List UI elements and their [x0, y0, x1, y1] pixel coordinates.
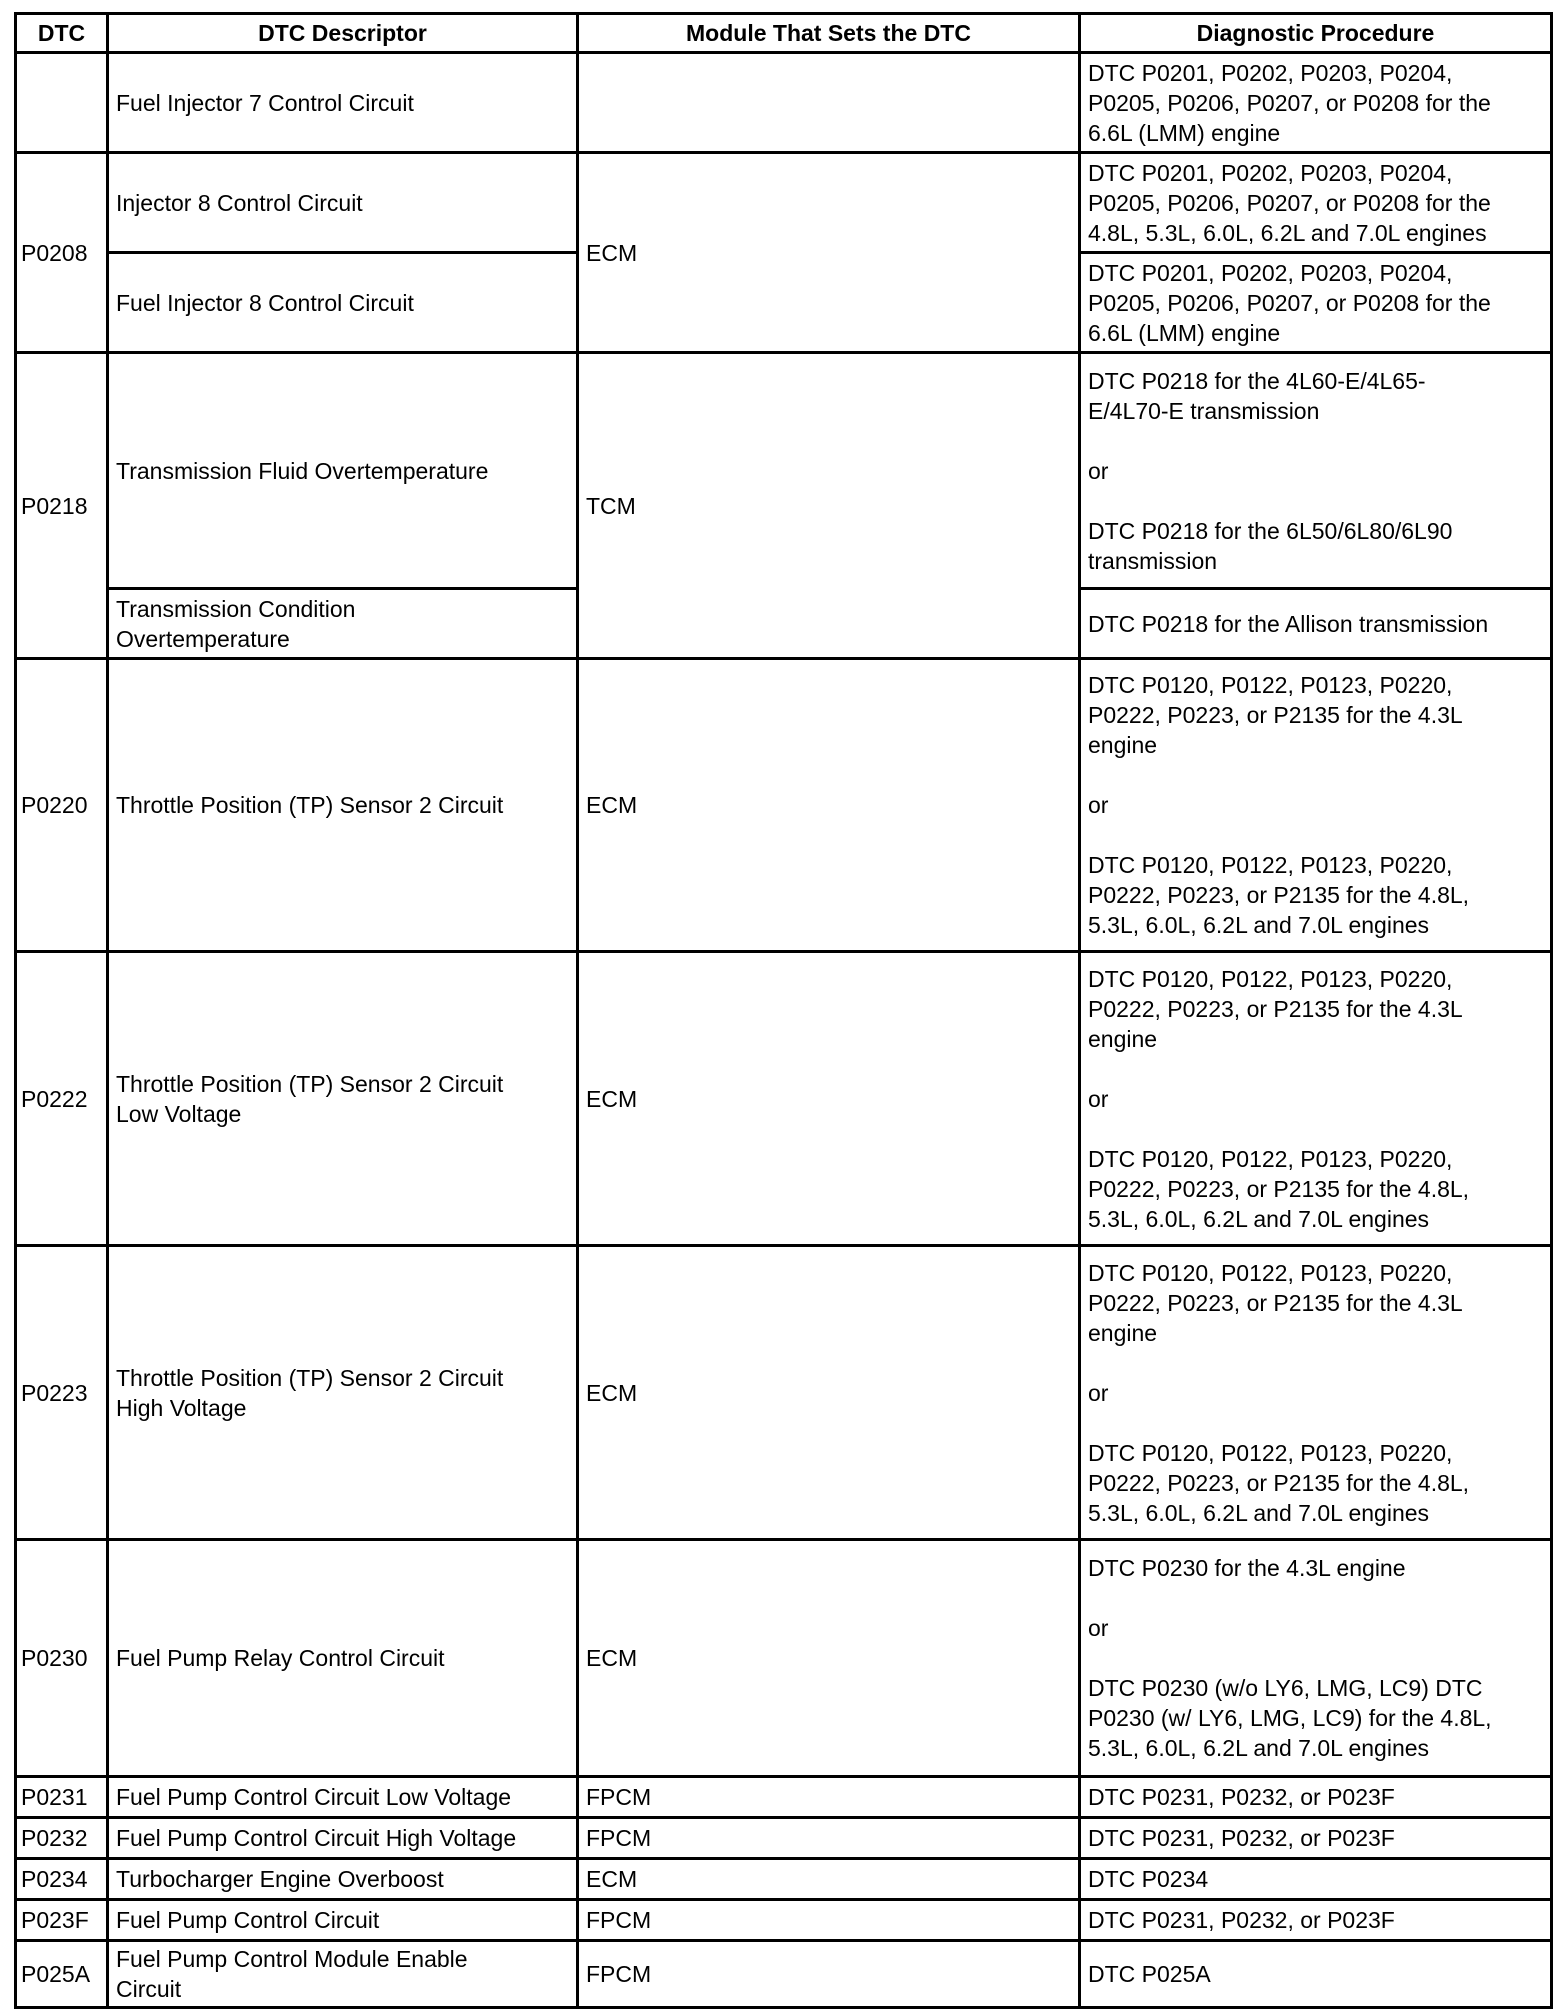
descriptor-line: Throttle Position (TP) Sensor 2 Circuit: [116, 792, 504, 818]
procedure-line: transmission: [1088, 547, 1218, 574]
procedure-line: P0222, P0223, or P2135 for the 4.8L,: [1088, 1469, 1470, 1496]
dtc-code-cell: P0231: [16, 1777, 108, 1818]
procedure-line: P0222, P0223, or P2135 for the 4.3L: [1088, 702, 1463, 728]
procedure-line: 5.3L, 6.0L, 6.2L and 7.0L engines: [1088, 1499, 1430, 1526]
procedure-line: or: [1088, 1615, 1109, 1641]
procedure-line: 5.3L, 6.0L, 6.2L and 7.0L engines: [1088, 1205, 1430, 1232]
procedure-line: or: [1088, 792, 1109, 818]
descriptor-line: High Voltage: [116, 1394, 247, 1421]
diagnostic-procedure-cell: [1080, 1246, 1552, 1540]
descriptor-line: Fuel Injector 7 Control Circuit: [116, 89, 414, 116]
diagnostic-procedure-cell: [1080, 1540, 1552, 1777]
dtc-code-cell: P0232: [16, 1818, 108, 1859]
table-row: [16, 1941, 1552, 2008]
procedure-line: DTC P0231, P0232, or P023F: [1088, 1907, 1395, 1933]
procedure-line: or: [1088, 1379, 1109, 1406]
dtc-descriptor-cell: [108, 253, 578, 353]
module-cell: FPCM: [578, 1777, 1080, 1818]
table-row: [16, 1900, 1552, 1941]
module-cell: FPCM: [578, 1818, 1080, 1859]
descriptor-line: Fuel Pump Relay Control Circuit: [116, 1645, 445, 1671]
descriptor-line: Turbocharger Engine Overboost: [116, 1866, 444, 1892]
dtc-code-cell: P0222: [16, 952, 108, 1246]
module-cell: ECM: [578, 659, 1080, 952]
procedure-line: P0230 (w/ LY6, LMG, LC9) for the 4.8L,: [1088, 1705, 1492, 1731]
dtc-code-cell: P025A: [16, 1941, 108, 2008]
procedure-spacer: [1088, 1348, 1543, 1378]
dtc-descriptor-cell: [108, 1818, 578, 1859]
descriptor-line: Throttle Position (TP) Sensor 2 Circuit: [116, 1364, 504, 1391]
dtc-descriptor-cell: [108, 153, 578, 253]
dtc-code-cell: P0223: [16, 1246, 108, 1540]
module-cell: ECM: [578, 1540, 1080, 1777]
module-cell: ECM: [578, 952, 1080, 1246]
procedure-line: E/4L70-E transmission: [1088, 397, 1320, 424]
table-row: [16, 1818, 1552, 1859]
diagnostic-procedure-cell: [1080, 1777, 1552, 1818]
procedure-line: 6.6L (LMM) engine: [1088, 319, 1281, 346]
dtc-code-cell: P0230: [16, 1540, 108, 1777]
procedure-line: DTC P0230 (w/o LY6, LMG, LC9) DTC: [1088, 1675, 1483, 1701]
procedure-line: DTC P0120, P0122, P0123, P0220,: [1088, 1439, 1453, 1466]
dtc-descriptor-cell: [108, 353, 578, 589]
dtc-descriptor-cell: [108, 1859, 578, 1900]
procedure-line: 6.6L (LMM) engine: [1088, 119, 1281, 146]
procedure-spacer: [1088, 1583, 1543, 1613]
descriptor-line: Fuel Pump Control Circuit Low Voltage: [116, 1784, 512, 1810]
procedure-line: 4.8L, 5.3L, 6.0L, 6.2L and 7.0L engines: [1088, 219, 1487, 246]
procedure-line: P0222, P0223, or P2135 for the 4.3L: [1088, 1289, 1463, 1316]
table-row: [16, 353, 1552, 589]
dtc-table: [14, 12, 1553, 2009]
descriptor-line: Fuel Pump Control Circuit: [116, 1907, 380, 1933]
procedure-line: DTC P0120, P0122, P0123, P0220,: [1088, 965, 1453, 992]
dtc-code-cell: P0208: [16, 153, 108, 353]
procedure-line: DTC P0218 for the Allison transmission: [1088, 610, 1489, 637]
descriptor-line: Low Voltage: [116, 1100, 242, 1127]
dtc-code-cell: P0220: [16, 659, 108, 952]
table-row: [16, 1777, 1552, 1818]
descriptor-line: Fuel Pump Control Circuit High Voltage: [116, 1825, 517, 1851]
dtc-table-container: [14, 12, 1553, 2009]
diagnostic-procedure-cell: [1080, 659, 1552, 952]
diagnostic-procedure-cell: [1080, 1900, 1552, 1941]
procedure-line: DTC P0231, P0232, or P023F: [1088, 1784, 1395, 1810]
diagnostic-procedure-cell: [1080, 952, 1552, 1246]
dtc-code-cell: [16, 53, 108, 153]
descriptor-line: Transmission Condition: [116, 595, 356, 622]
dtc-descriptor-cell: [108, 589, 578, 659]
dtc-code-cell: P0218: [16, 353, 108, 659]
module-cell: FPCM: [578, 1941, 1080, 2008]
table-row: [16, 1246, 1552, 1540]
dtc-code-cell: P0234: [16, 1859, 108, 1900]
procedure-line: or: [1088, 1085, 1109, 1112]
module-cell: ECM: [578, 1246, 1080, 1540]
procedure-spacer: [1088, 1643, 1543, 1673]
procedure-spacer: [1088, 486, 1543, 516]
procedure-spacer: [1088, 760, 1543, 790]
procedure-line: DTC P0120, P0122, P0123, P0220,: [1088, 852, 1453, 878]
diagnostic-procedure-cell: [1080, 1818, 1552, 1859]
procedure-spacer: [1088, 426, 1543, 456]
dtc-descriptor-cell: [108, 659, 578, 952]
descriptor-line: Circuit: [116, 1976, 182, 2002]
dtc-descriptor-cell: [108, 1540, 578, 1777]
procedure-line: DTC P0231, P0232, or P023F: [1088, 1825, 1395, 1851]
descriptor-line: Fuel Pump Control Module Enable: [116, 1946, 468, 1972]
procedure-line: P0222, P0223, or P2135 for the 4.3L: [1088, 995, 1463, 1022]
procedure-line: DTC P0201, P0202, P0203, P0204,: [1088, 259, 1453, 286]
table-row: [16, 659, 1552, 952]
module-cell: FPCM: [578, 1900, 1080, 1941]
descriptor-line: Transmission Fluid Overtemperature: [116, 457, 489, 484]
procedure-line: P0205, P0206, P0207, or P0208 for the: [1088, 289, 1491, 316]
dtc-descriptor-cell: [108, 1246, 578, 1540]
diagnostic-procedure-cell: [1080, 253, 1552, 353]
diagnostic-procedure-cell: [1080, 589, 1552, 659]
procedure-line: P0222, P0223, or P2135 for the 4.8L,: [1088, 882, 1470, 908]
module-cell: ECM: [578, 1859, 1080, 1900]
procedure-line: 5.3L, 6.0L, 6.2L and 7.0L engines: [1088, 1735, 1430, 1761]
header-module: Module That Sets the DTC: [578, 14, 1080, 53]
dtc-code-cell: P023F: [16, 1900, 108, 1941]
procedure-line: 5.3L, 6.0L, 6.2L and 7.0L engines: [1088, 912, 1430, 938]
procedure-spacer: [1088, 1408, 1543, 1438]
header-procedure: Diagnostic Procedure: [1080, 14, 1552, 53]
dtc-descriptor-cell: [108, 53, 578, 153]
procedure-line: P0205, P0206, P0207, or P0208 for the: [1088, 89, 1491, 116]
module-cell: [578, 53, 1080, 153]
header-dtc: DTC: [16, 14, 108, 53]
procedure-line: P0205, P0206, P0207, or P0208 for the: [1088, 189, 1491, 216]
procedure-spacer: [1088, 820, 1543, 850]
diagnostic-procedure-cell: [1080, 153, 1552, 253]
table-row: [16, 53, 1552, 153]
dtc-descriptor-cell: [108, 1777, 578, 1818]
procedure-line: engine: [1088, 1025, 1158, 1052]
procedure-line: DTC P0230 for the 4.3L engine: [1088, 1555, 1406, 1581]
diagnostic-procedure-cell: [1080, 1859, 1552, 1900]
descriptor-line: Injector 8 Control Circuit: [116, 189, 363, 216]
procedure-line: P0222, P0223, or P2135 for the 4.8L,: [1088, 1175, 1470, 1202]
table-row: [16, 952, 1552, 1246]
dtc-descriptor-cell: [108, 1941, 578, 2008]
table-row: [16, 1859, 1552, 1900]
dtc-descriptor-cell: [108, 952, 578, 1246]
procedure-line: DTC P0218 for the 6L50/6L80/6L90: [1088, 517, 1453, 544]
descriptor-line: Fuel Injector 8 Control Circuit: [116, 289, 414, 316]
procedure-line: DTC P0201, P0202, P0203, P0204,: [1088, 159, 1453, 186]
diagnostic-procedure-cell: [1080, 53, 1552, 153]
procedure-line: DTC P0201, P0202, P0203, P0204,: [1088, 59, 1453, 86]
procedure-line: engine: [1088, 1319, 1158, 1346]
procedure-line: DTC P0120, P0122, P0123, P0220,: [1088, 1145, 1453, 1172]
procedure-line: DTC P0234: [1088, 1866, 1209, 1892]
procedure-spacer: [1088, 1114, 1543, 1144]
procedure-line: DTC P0120, P0122, P0123, P0220,: [1088, 1259, 1453, 1286]
table-row: [16, 153, 1552, 253]
procedure-line: DTC P0120, P0122, P0123, P0220,: [1088, 672, 1453, 698]
table-row: [16, 1540, 1552, 1777]
header-descriptor: DTC Descriptor: [108, 14, 578, 53]
procedure-line: DTC P025A: [1088, 1961, 1211, 1987]
diagnostic-procedure-cell: [1080, 1941, 1552, 2008]
procedure-line: engine: [1088, 732, 1158, 758]
descriptor-line: Overtemperature: [116, 625, 290, 652]
procedure-spacer: [1088, 1054, 1543, 1084]
diagnostic-procedure-cell: [1080, 353, 1552, 589]
procedure-line: DTC P0218 for the 4L60-E/4L65-: [1088, 367, 1426, 394]
module-cell: TCM: [578, 353, 1080, 659]
table-header-row: [16, 14, 1552, 53]
procedure-line: or: [1088, 457, 1109, 484]
dtc-descriptor-cell: [108, 1900, 578, 1941]
module-cell: ECM: [578, 153, 1080, 353]
descriptor-line: Throttle Position (TP) Sensor 2 Circuit: [116, 1070, 504, 1097]
